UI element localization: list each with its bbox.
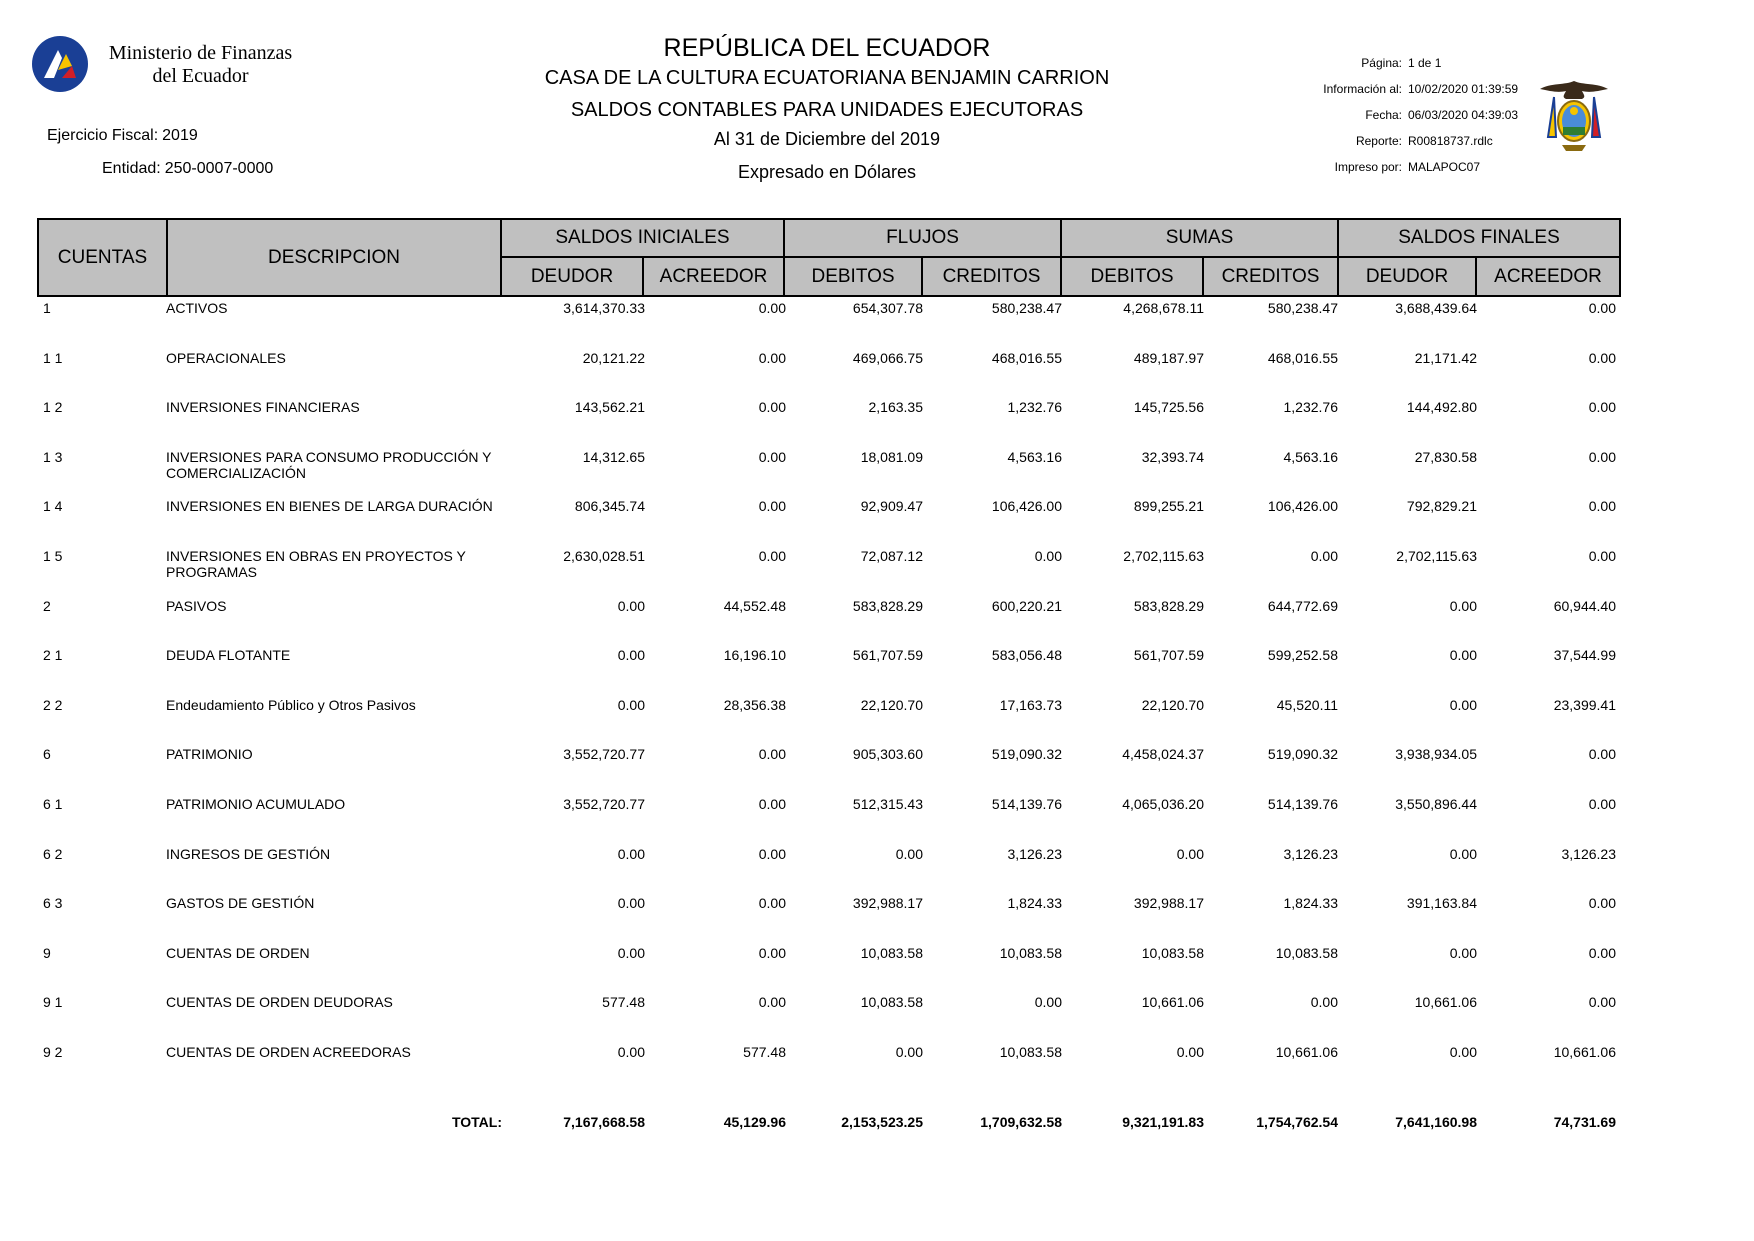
value-saldo-inicial-acreedor: 0.00	[758, 994, 786, 1010]
account-code: 9 2	[43, 1044, 63, 1060]
sub-debitos-sumas: DEBITOS	[1090, 265, 1174, 287]
col-descripcion: DESCRIPCION	[268, 246, 400, 268]
value-saldo-inicial-deudor: 0.00	[617, 1044, 645, 1060]
value-flujos-debitos: 654,307.78	[852, 300, 923, 316]
value-flujos-debitos: 905,303.60	[852, 746, 923, 762]
value-saldo-inicial-acreedor: 16,196.10	[723, 647, 786, 663]
value-flujos-debitos: 0.00	[895, 1044, 923, 1060]
account-code: 2 2	[43, 697, 63, 713]
value-flujos-debitos: 583,828.29	[852, 598, 923, 614]
page-label: Página:	[1361, 56, 1402, 70]
value-saldo-inicial-acreedor: 0.00	[758, 846, 786, 862]
value-flujos-creditos: 10,083.58	[999, 1044, 1062, 1060]
value-flujos-debitos: 18,081.09	[860, 449, 923, 465]
account-code: 1 1	[43, 350, 63, 366]
value-flujos-debitos: 469,066.75	[852, 350, 923, 366]
value-sumas-debitos: 561,707.59	[1133, 647, 1204, 663]
value-saldo-inicial-deudor: 3,614,370.33	[563, 300, 645, 316]
value-saldo-inicial-acreedor: 44,552.48	[723, 598, 786, 614]
value-saldo-final-deudor: 0.00	[1449, 647, 1477, 663]
value-saldo-inicial-deudor: 0.00	[617, 895, 645, 911]
value-saldo-final-deudor: 792,829.21	[1406, 498, 1477, 514]
account-code: 6 2	[43, 846, 63, 862]
printed-by-label: Impreso por:	[1334, 160, 1402, 174]
ministry-logo-icon	[32, 36, 88, 92]
value-flujos-creditos: 0.00	[1034, 548, 1062, 564]
org-name-line2: del Ecuador	[152, 65, 249, 87]
account-description: INGRESOS DE GESTIÓN	[166, 846, 331, 862]
date-label: Fecha:	[1365, 108, 1402, 122]
value-sumas-creditos: 0.00	[1310, 994, 1338, 1010]
total-saldo-final-acreedor: 74,731.69	[1553, 1114, 1616, 1130]
value-saldo-final-deudor: 10,661.06	[1414, 994, 1477, 1010]
account-code: 1 3	[43, 449, 63, 465]
value-saldo-final-acreedor: 0.00	[1588, 945, 1616, 961]
value-flujos-debitos: 392,988.17	[852, 895, 923, 911]
report-label: Reporte:	[1355, 134, 1402, 148]
info-value: 10/02/2020 01:39:59	[1408, 82, 1519, 96]
sub-acreedor-final: ACREEDOR	[1494, 265, 1602, 287]
value-saldo-final-acreedor: 37,544.99	[1553, 647, 1616, 663]
sub-creditos-flujos: CREDITOS	[942, 265, 1041, 287]
value-saldo-inicial-deudor: 143,562.21	[574, 399, 645, 415]
value-saldo-final-acreedor: 60,944.40	[1553, 598, 1616, 614]
value-saldo-final-acreedor: 0.00	[1588, 796, 1616, 812]
value-sumas-debitos: 583,828.29	[1133, 598, 1204, 614]
value-saldo-final-deudor: 0.00	[1449, 598, 1477, 614]
value-saldo-inicial-deudor: 0.00	[617, 945, 645, 961]
value-flujos-creditos: 1,824.33	[1007, 895, 1062, 911]
account-description: PATRIMONIO ACUMULADO	[166, 796, 346, 812]
value-sumas-creditos: 106,426.00	[1267, 498, 1338, 514]
account-description: CUENTAS DE ORDEN	[166, 945, 310, 961]
info-label: Información al:	[1323, 82, 1402, 96]
account-code: 2 1	[43, 647, 63, 663]
value-sumas-debitos: 0.00	[1176, 846, 1204, 862]
value-saldo-inicial-deudor: 2,630,028.51	[563, 548, 645, 564]
account-description: INVERSIONES PARA CONSUMO PRODUCCIÓN Y COMERCIALIZACIÓN	[166, 449, 492, 481]
sub-deudor-final: DEUDOR	[1365, 265, 1449, 287]
account-code: 1 2	[43, 399, 63, 415]
value-flujos-debitos: 2,163.35	[868, 399, 923, 415]
value-sumas-debitos: 4,458,024.37	[1122, 746, 1204, 762]
value-flujos-debitos: 561,707.59	[852, 647, 923, 663]
value-saldo-final-acreedor: 0.00	[1588, 746, 1616, 762]
account-code: 6 1	[43, 796, 63, 812]
value-sumas-debitos: 145,725.56	[1133, 399, 1204, 415]
value-saldo-final-deudor: 0.00	[1449, 945, 1477, 961]
entity-name: CASA DE LA CULTURA ECUATORIANA BENJAMIN CARRION	[544, 67, 1110, 89]
total-sumas-creditos: 1,754,762.54	[1256, 1114, 1338, 1130]
entity-code-label: Entidad:	[102, 160, 161, 177]
value-saldo-final-deudor: 0.00	[1449, 1044, 1477, 1060]
value-flujos-debitos: 10,083.58	[860, 994, 923, 1010]
value-flujos-creditos: 600,220.21	[991, 598, 1062, 614]
value-sumas-debitos: 2,702,115.63	[1123, 548, 1204, 564]
currency-note: Expresado en Dólares	[737, 162, 917, 182]
account-description: CUENTAS DE ORDEN DEUDORAS	[166, 994, 393, 1010]
account-description: INVERSIONES EN BIENES DE LARGA DURACIÓN	[166, 498, 493, 514]
fiscal-year-label: Ejercicio Fiscal:	[47, 127, 159, 144]
value-sumas-debitos: 22,120.70	[1141, 697, 1204, 713]
value-saldo-final-acreedor: 0.00	[1588, 449, 1616, 465]
value-saldo-inicial-deudor: 0.00	[617, 647, 645, 663]
value-saldo-final-deudor: 3,550,896.44	[1395, 796, 1477, 812]
value-saldo-final-deudor: 27,830.58	[1414, 449, 1477, 465]
value-saldo-inicial-acreedor: 0.00	[758, 895, 786, 911]
org-name-line1: Ministerio de Finanzas	[108, 42, 293, 64]
value-sumas-creditos: 644,772.69	[1267, 598, 1338, 614]
value-saldo-final-deudor: 3,938,934.05	[1395, 746, 1477, 762]
coat-of-arms-icon	[1536, 77, 1612, 153]
report-title: REPÚBLICA DEL ECUADOR	[663, 34, 991, 62]
value-flujos-creditos: 3,126.23	[1007, 846, 1062, 862]
value-saldo-inicial-acreedor: 0.00	[758, 548, 786, 564]
value-saldo-inicial-deudor: 0.00	[617, 598, 645, 614]
account-description: ACTIVOS	[166, 300, 228, 316]
value-saldo-final-deudor: 391,163.84	[1406, 895, 1477, 911]
account-code: 9 1	[43, 994, 63, 1010]
value-flujos-debitos: 0.00	[895, 846, 923, 862]
value-sumas-debitos: 10,661.06	[1141, 994, 1204, 1010]
value-sumas-creditos: 580,238.47	[1267, 300, 1338, 316]
sub-creditos-sumas: CREDITOS	[1221, 265, 1320, 287]
account-description: OPERACIONALES	[166, 350, 286, 366]
value-saldo-final-acreedor: 23,399.41	[1553, 697, 1616, 713]
value-flujos-creditos: 10,083.58	[999, 945, 1062, 961]
value-saldo-inicial-deudor: 0.00	[617, 846, 645, 862]
value-sumas-creditos: 1,232.76	[1283, 399, 1338, 415]
org-name	[98, 42, 303, 88]
fiscal-year-value: 2019	[162, 127, 198, 144]
sub-deudor-inicial: DEUDOR	[530, 265, 614, 287]
value-saldo-final-deudor: 144,492.80	[1406, 399, 1477, 415]
value-saldo-final-deudor: 3,688,439.64	[1395, 300, 1477, 316]
value-sumas-debitos: 392,988.17	[1133, 895, 1204, 911]
value-flujos-creditos: 4,563.16	[1007, 449, 1062, 465]
entity-code-value: 250-0007-0000	[164, 160, 274, 177]
value-sumas-debitos: 0.00	[1176, 1044, 1204, 1060]
account-code: 9	[43, 945, 51, 961]
sub-debitos-flujos: DEBITOS	[811, 265, 895, 287]
value-sumas-debitos: 10,083.58	[1141, 945, 1204, 961]
value-flujos-creditos: 519,090.32	[991, 746, 1062, 762]
value-saldo-final-acreedor: 0.00	[1588, 994, 1616, 1010]
value-sumas-creditos: 599,252.58	[1267, 647, 1338, 663]
value-saldo-inicial-acreedor: 0.00	[758, 746, 786, 762]
fiscal-year	[47, 127, 198, 145]
value-sumas-debitos: 489,187.97	[1133, 350, 1204, 366]
account-description: GASTOS DE GESTIÓN	[166, 895, 315, 911]
value-flujos-creditos: 0.00	[1034, 994, 1062, 1010]
value-sumas-debitos: 32,393.74	[1141, 449, 1204, 465]
value-saldo-inicial-acreedor: 0.00	[758, 350, 786, 366]
report-date: Al 31 de Diciembre del 2019	[713, 129, 941, 149]
value-saldo-inicial-deudor: 0.00	[617, 697, 645, 713]
value-sumas-creditos: 10,083.58	[1275, 945, 1338, 961]
value-sumas-creditos: 3,126.23	[1283, 846, 1338, 862]
value-saldo-final-acreedor: 0.00	[1588, 895, 1616, 911]
value-saldo-inicial-deudor: 806,345.74	[574, 498, 645, 514]
value-saldo-inicial-deudor: 577.48	[602, 994, 645, 1010]
total-sumas-debitos: 9,321,191.83	[1122, 1114, 1204, 1130]
account-description: CUENTAS DE ORDEN ACREEDORAS	[166, 1044, 411, 1060]
value-flujos-creditos: 514,139.76	[991, 796, 1062, 812]
value-flujos-creditos: 583,056.48	[991, 647, 1062, 663]
value-saldo-final-deudor: 21,171.42	[1414, 350, 1477, 366]
value-saldo-inicial-acreedor: 0.00	[758, 300, 786, 316]
value-saldo-final-acreedor: 0.00	[1588, 498, 1616, 514]
value-saldo-final-deudor: 2,702,115.63	[1396, 548, 1477, 564]
report-value: R00818737.rdlc	[1408, 134, 1493, 148]
account-description: Endeudamiento Público y Otros Pasivos	[166, 697, 416, 713]
account-code: 1 4	[43, 498, 63, 514]
value-sumas-creditos: 4,563.16	[1283, 449, 1338, 465]
value-flujos-creditos: 17,163.73	[999, 697, 1062, 713]
total-saldo-inicial-acreedor: 45,129.96	[723, 1114, 786, 1130]
value-sumas-creditos: 519,090.32	[1267, 746, 1338, 762]
value-saldo-inicial-acreedor: 0.00	[758, 449, 786, 465]
value-sumas-creditos: 468,016.55	[1267, 350, 1338, 366]
value-sumas-creditos: 10,661.06	[1275, 1044, 1338, 1060]
account-code: 1 5	[43, 548, 63, 564]
value-flujos-creditos: 106,426.00	[991, 498, 1062, 514]
value-flujos-debitos: 10,083.58	[860, 945, 923, 961]
value-saldo-final-deudor: 0.00	[1449, 846, 1477, 862]
value-sumas-debitos: 4,268,678.11	[1123, 300, 1204, 316]
total-saldo-final-deudor: 7,641,160.98	[1395, 1114, 1477, 1130]
account-description: PATRIMONIO	[166, 746, 253, 762]
account-code: 6 3	[43, 895, 63, 911]
value-saldo-inicial-acreedor: 0.00	[758, 945, 786, 961]
value-saldo-final-acreedor: 0.00	[1588, 300, 1616, 316]
entity-code	[102, 160, 273, 178]
printed-by-value: MALAPOC07	[1408, 160, 1481, 174]
page-value: 1 de 1	[1408, 56, 1442, 70]
total-label: TOTAL:	[451, 1114, 502, 1130]
account-code: 1	[43, 300, 51, 316]
account-description: INVERSIONES EN OBRAS EN PROYECTOS Y PROGRAMAS	[166, 548, 466, 580]
group-saldos-iniciales: SALDOS INICIALES	[555, 227, 730, 248]
value-saldo-final-acreedor: 3,126.23	[1561, 846, 1616, 862]
value-saldo-inicial-deudor: 20,121.22	[582, 350, 645, 366]
value-flujos-creditos: 468,016.55	[991, 350, 1062, 366]
group-sumas: SUMAS	[1165, 227, 1234, 248]
value-saldo-final-acreedor: 10,661.06	[1553, 1044, 1616, 1060]
value-saldo-final-acreedor: 0.00	[1588, 350, 1616, 366]
value-flujos-creditos: 580,238.47	[991, 300, 1062, 316]
value-saldo-inicial-deudor: 3,552,720.77	[563, 796, 645, 812]
value-saldo-final-acreedor: 0.00	[1588, 548, 1616, 564]
table-header	[37, 218, 1621, 297]
report-meta	[1250, 50, 1518, 180]
date-value: 06/03/2020 04:39:03	[1408, 108, 1519, 122]
value-saldo-inicial-acreedor: 0.00	[758, 399, 786, 415]
col-cuentas: CUENTAS	[57, 246, 148, 268]
value-sumas-creditos: 45,520.11	[1276, 697, 1338, 713]
value-saldo-inicial-acreedor: 577.48	[743, 1044, 786, 1060]
value-sumas-creditos: 514,139.76	[1267, 796, 1338, 812]
value-flujos-debitos: 22,120.70	[860, 697, 923, 713]
value-saldo-inicial-deudor: 14,312.65	[582, 449, 645, 465]
value-sumas-creditos: 1,824.33	[1283, 895, 1338, 911]
value-sumas-debitos: 899,255.21	[1133, 498, 1204, 514]
account-description: DEUDA FLOTANTE	[166, 647, 291, 663]
value-flujos-debitos: 92,909.47	[860, 498, 923, 514]
account-description: PASIVOS	[166, 598, 227, 614]
value-saldo-final-deudor: 0.00	[1449, 697, 1477, 713]
account-code: 2	[43, 598, 51, 614]
total-saldo-inicial-deudor: 7,167,668.58	[563, 1114, 645, 1130]
value-saldo-inicial-acreedor: 0.00	[758, 498, 786, 514]
value-sumas-debitos: 4,065,036.20	[1122, 796, 1204, 812]
total-flujos-creditos: 1,709,632.58	[980, 1114, 1062, 1130]
value-saldo-inicial-acreedor: 0.00	[758, 796, 786, 812]
value-saldo-final-acreedor: 0.00	[1588, 399, 1616, 415]
report-name: SALDOS CONTABLES PARA UNIDADES EJECUTORAS	[570, 99, 1084, 121]
value-saldo-inicial-deudor: 3,552,720.77	[563, 746, 645, 762]
group-flujos: FLUJOS	[886, 227, 959, 248]
value-flujos-creditos: 1,232.76	[1007, 399, 1062, 415]
account-code: 6	[43, 746, 51, 762]
account-description: INVERSIONES FINANCIERAS	[166, 399, 360, 415]
total-flujos-debitos: 2,153,523.25	[841, 1114, 923, 1130]
value-flujos-debitos: 512,315.43	[852, 796, 923, 812]
value-flujos-debitos: 72,087.12	[860, 548, 923, 564]
group-saldos-finales: SALDOS FINALES	[1398, 227, 1560, 248]
sub-acreedor-inicial: ACREEDOR	[659, 265, 768, 287]
value-sumas-creditos: 0.00	[1310, 548, 1338, 564]
value-saldo-inicial-acreedor: 28,356.38	[723, 697, 786, 713]
